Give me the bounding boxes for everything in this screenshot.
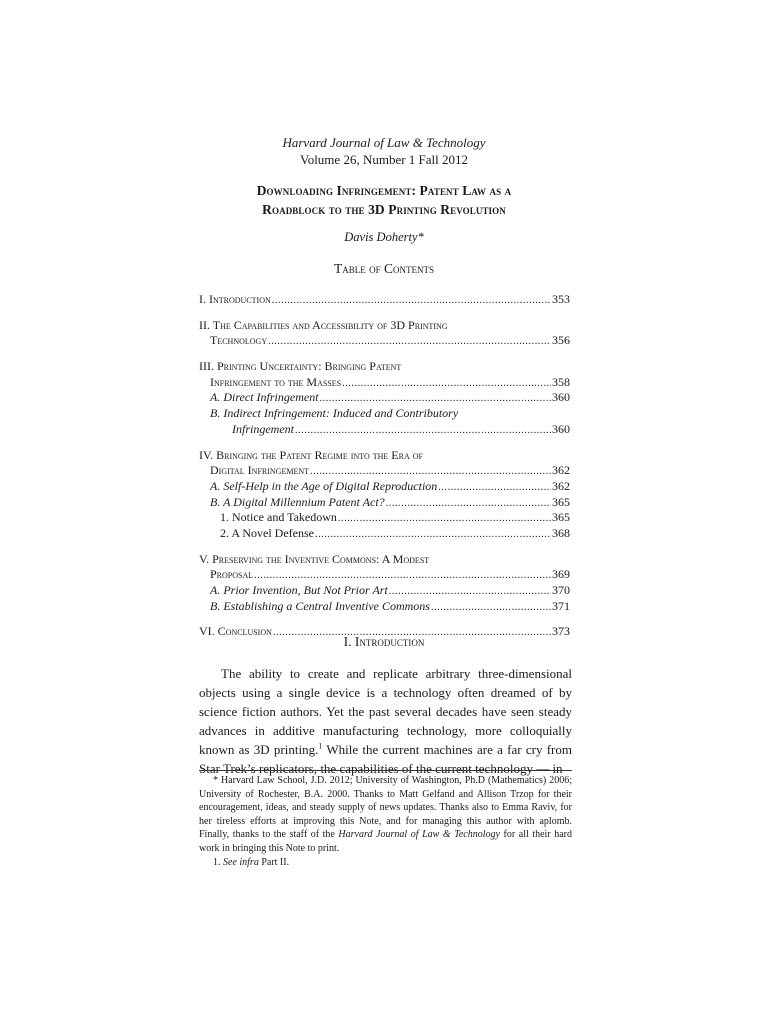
para-text-before-note: The ability to create and replicate arbitrary three-dimensional objects using a single device is a technology often dreamed of by science fiction authors. Yet the past several decades have seen steady advances in additive manufacturing technology, more colloquially known as 3D printing. (199, 666, 572, 757)
toc-entry-page: 365 (552, 510, 570, 525)
toc-entry-label: III. Printing Uncertainty: Bringing Patent (199, 359, 402, 374)
dot-leader (310, 463, 551, 480)
footnote-ref-1[interactable]: 1 (318, 741, 323, 751)
dot-leader (438, 479, 551, 496)
toc-entry-label: II. The Capabilities and Accessibility of 3D Printing (199, 317, 448, 332)
toc-entry-page: 362 (552, 463, 570, 478)
toc-entry-label: Infringement to the Masses (210, 374, 342, 389)
toc-entry-label: Digital Infringement (210, 463, 310, 478)
toc-entry[interactable] (199, 495, 570, 511)
dot-leader (272, 292, 551, 309)
toc-entry[interactable] (199, 422, 570, 438)
toc-entry-page: 365 (552, 494, 570, 509)
toc-heading: Table of Contents (334, 261, 434, 276)
toc-entry-page: 360 (552, 421, 570, 436)
dot-leader (320, 390, 551, 407)
footnote-1-signal: See infra (223, 856, 259, 868)
table-of-contents (199, 292, 570, 640)
dot-leader (338, 510, 551, 527)
dot-leader (295, 422, 551, 439)
dot-leader (342, 375, 551, 392)
toc-entry-page: 356 (552, 333, 570, 348)
title-line-2: Roadblock to the 3D Printing Revolution (262, 202, 506, 217)
toc-entry[interactable] (199, 318, 570, 334)
dot-leader (254, 567, 551, 584)
footnote-star-end: for all their hard work in bringing this Note to print. (199, 829, 572, 854)
toc-entry-label: B. Establishing a Central Inventive Commons (210, 598, 430, 613)
toc-entry[interactable] (199, 463, 570, 479)
volume-line: Volume 26, Number 1 Fall 2012 (299, 152, 469, 167)
author-name: Davis Doherty* (344, 230, 424, 244)
toc-entry-label: V. Preserving the Inventive Commons: A Modest (199, 551, 430, 566)
toc-entry-label: IV. Bringing the Patent Regime into the Era of (199, 447, 423, 462)
toc-entry-page: 368 (552, 525, 570, 540)
toc-entry-page: 369 (552, 567, 570, 582)
toc-entry[interactable] (199, 359, 570, 375)
footnote-1 (199, 856, 572, 870)
toc-entry-page: 362 (552, 478, 570, 493)
para-text-after-note: While the current machines are a far cry from Star Trek’s replicators, the capabilities of the current technology — in (199, 742, 572, 776)
toc-entry[interactable] (199, 375, 570, 391)
toc-entry-label: 1. Notice and Takedown (220, 510, 337, 525)
toc-entry[interactable] (199, 567, 570, 583)
journal-name: Harvard Journal of Law & Technology (282, 135, 486, 150)
toc-entry-page: 358 (552, 374, 570, 389)
toc-entry-label: Technology (210, 333, 268, 348)
footnote-1-number: 1. (213, 856, 221, 868)
toc-entry-label: B. Indirect Infringement: Induced and Contributory (210, 406, 459, 421)
toc-entry-label: Infringement (232, 421, 294, 436)
footnote-star-text: * Harvard Law School, J.D. 2012; University of Washington, Ph.D (Mathematics) 2006; University of Rochester, B.A. 2000. Thanks to Matt Gelfand and Allison Trzop for their encouragement, ideas, and steady supply of news updates. Thanks also to Emma Raviv, for her tireless efforts at improving this Note, and for managing this author with aplomb. Finally, thanks to the staff of the (199, 775, 572, 841)
section-heading: I. Introduction (343, 634, 425, 649)
dot-leader (268, 333, 551, 350)
toc-entry-label: I. Introduction (199, 292, 271, 306)
footnote-star-journal: Harvard Journal of Law & Technology (338, 829, 500, 841)
body-paragraph (199, 664, 572, 778)
toc-entry-page: 370 (552, 583, 570, 597)
footnote-star (199, 774, 572, 856)
toc-entry[interactable] (199, 479, 570, 495)
toc-entry-label: A. Direct Infringement (210, 390, 319, 405)
toc-entry-page: 373 (552, 624, 570, 639)
footnote-divider (199, 770, 572, 771)
dot-leader (389, 583, 551, 600)
article-title (0, 181, 768, 219)
toc-entry[interactable] (199, 583, 570, 599)
toc-entry[interactable] (199, 406, 570, 422)
toc-entry-label: B. A Digital Millennium Patent Act? (210, 494, 385, 509)
toc-entry-label: A. Prior Invention, But Not Prior Art (210, 583, 388, 597)
toc-entry[interactable] (199, 552, 570, 568)
toc-entry[interactable] (199, 510, 570, 526)
toc-entry-page: 371 (552, 598, 570, 613)
toc-entry[interactable] (199, 292, 570, 308)
footnotes (199, 774, 572, 869)
toc-entry[interactable] (199, 333, 570, 349)
dot-leader (315, 526, 551, 543)
toc-entry-page: 353 (552, 292, 570, 306)
dot-leader (386, 495, 551, 512)
toc-entry-label: VI. Conclusion (199, 624, 272, 639)
toc-entry[interactable] (199, 448, 570, 464)
toc-entry-label: 2. A Novel Defense (220, 525, 314, 540)
toc-entry-label: A. Self-Help in the Age of Digital Reproduction (210, 478, 438, 493)
dot-leader (431, 599, 551, 616)
toc-entry[interactable] (199, 599, 570, 615)
footnote-1-text: Part II. (258, 856, 290, 868)
toc-entry-page: 360 (552, 390, 570, 405)
intro-paragraph (199, 664, 572, 778)
title-line-1: Downloading Infringement: Patent Law as a (256, 183, 512, 198)
toc-entry[interactable] (199, 390, 570, 406)
toc-entry[interactable] (199, 526, 570, 542)
toc-entry-label: Proposal (210, 567, 254, 582)
